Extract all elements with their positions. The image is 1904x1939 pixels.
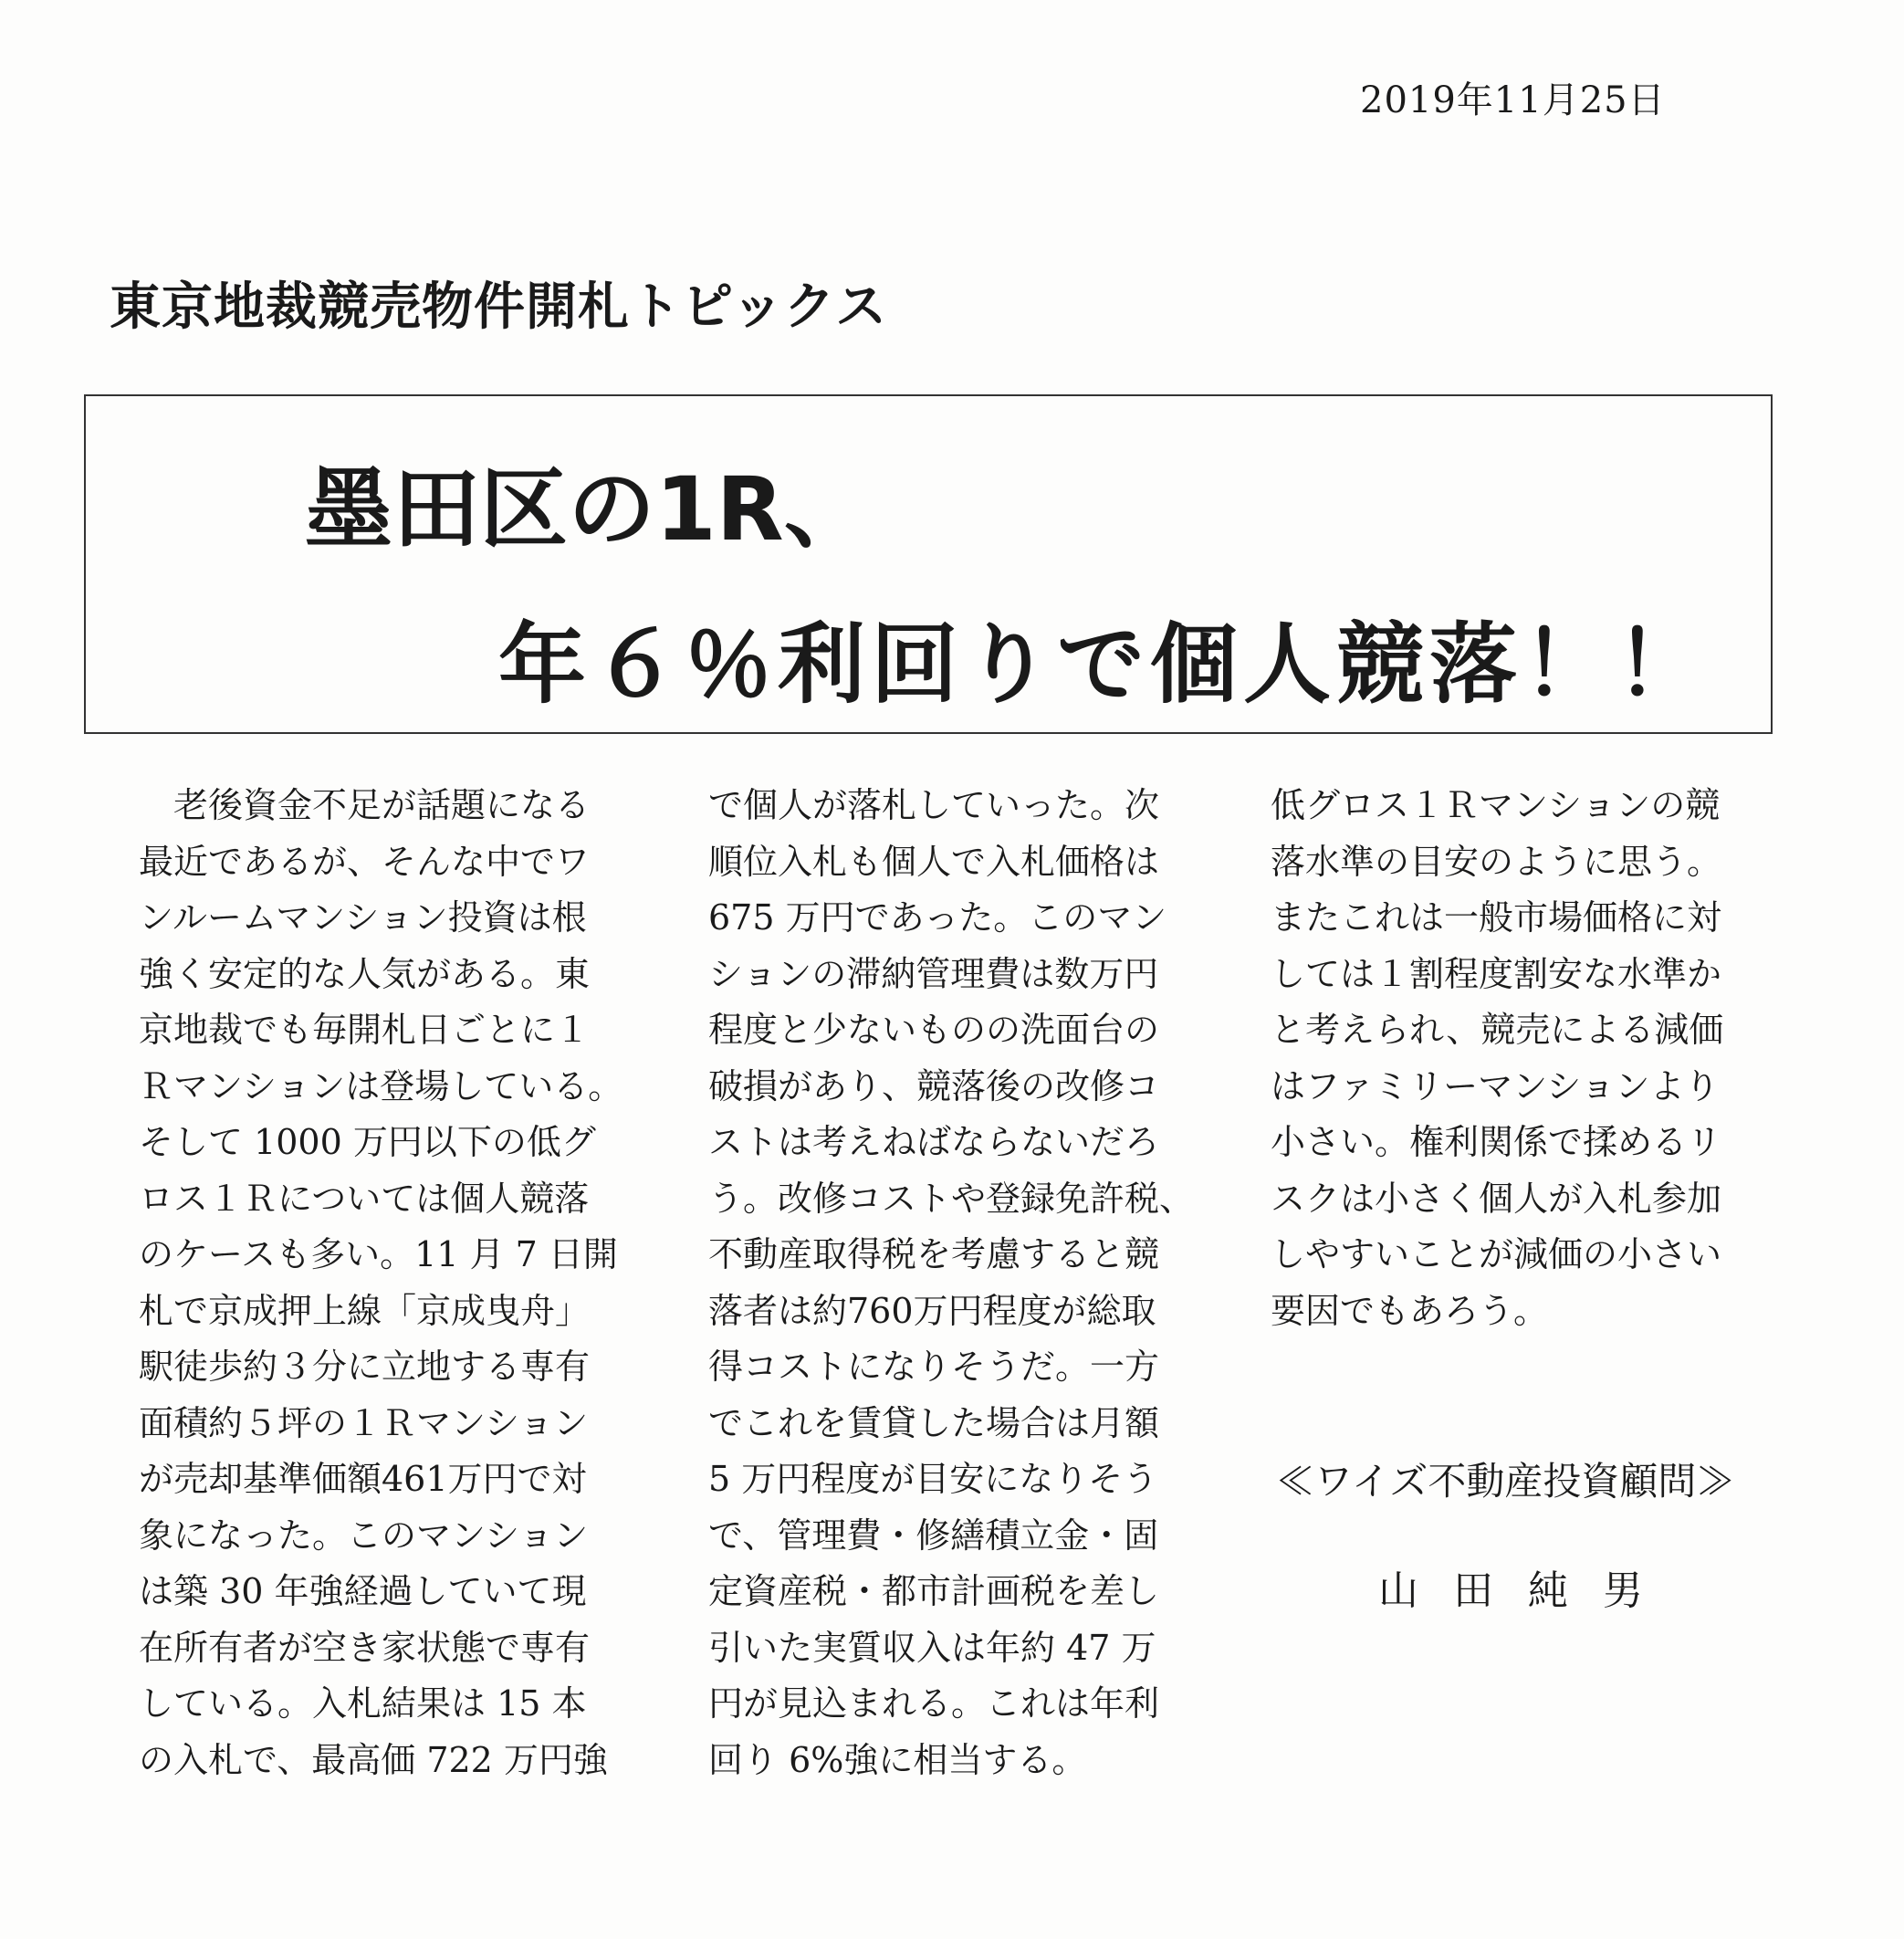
text-line: 要因でもあろう。 — [1271, 1290, 1549, 1331]
text-line: はファミリーマンションより — [1271, 1065, 1720, 1106]
article-column-1 — [139, 778, 650, 1788]
text-line: ションの滞納管理費は数万円 — [708, 953, 1159, 994]
text-line: 落水準の目安のように思う。 — [1271, 841, 1722, 882]
text-line: しやすいことが減価の小さい — [1271, 1234, 1722, 1274]
article-column-3 — [1271, 778, 1782, 1339]
text-line: 象になった。このマンション — [139, 1515, 589, 1556]
text-line: と考えられ、競売による減価 — [1271, 1010, 1724, 1050]
text-line: Ｒマンションは登場している。 — [139, 1065, 623, 1106]
text-line: う。改修コストや登録免許税、 — [708, 1178, 1195, 1219]
text-line: ストは考えねばならないだろ — [708, 1122, 1160, 1162]
text-line: 駅徒歩約３分に立地する専有 — [139, 1347, 591, 1387]
text-line: 675 万円であった。このマン — [708, 897, 1167, 938]
text-line: のケースも多い。11 月 7 日開 — [139, 1234, 618, 1274]
text-line: 得コストになりそうだ。一方 — [708, 1347, 1160, 1387]
text-line: 落者は約760万円程度が総取 — [708, 1290, 1156, 1331]
text-line: そして 1000 万円以下の低グ — [139, 1122, 596, 1162]
text-line: 京地裁でも毎開札日ごとに１ — [139, 1010, 591, 1050]
text-line: している。入札結果は 15 本 — [139, 1683, 587, 1724]
publication-date: 2019年11月25日 — [1360, 79, 1666, 121]
text-line: 老後資金不足が話題になる — [139, 785, 591, 825]
text-line: ンルームマンション投資は根 — [139, 897, 587, 938]
text-line: 不動産取得税を考慮すると競 — [708, 1234, 1160, 1274]
text-line: が売却基準価額461万円で対 — [139, 1459, 587, 1499]
headline-line-2: 年６％利回りで個人競落！！ — [498, 613, 1709, 716]
text-line: 在所有者が空き家状態で専有 — [139, 1627, 591, 1668]
text-line: で個人が落札していった。次 — [708, 785, 1160, 825]
credit-organization: ≪ワイズ不動産投資顧問≫ — [1276, 1459, 1735, 1504]
text-line: 引いた実質収入は年約 47 万 — [708, 1627, 1156, 1668]
headline-box — [84, 394, 1773, 734]
text-line: 最近であるが、そんな中でワ — [139, 841, 591, 882]
text-line: 円が見込まれる。これは年利 — [708, 1683, 1160, 1724]
text-line: でこれを賃貸した場合は月額 — [708, 1402, 1160, 1443]
text-line: 程度と少ないものの洗面台の — [708, 1010, 1160, 1050]
text-line: の入札で、最高価 722 万円強 — [139, 1739, 608, 1780]
text-line: ロス１Ｒについては個人競落 — [139, 1178, 590, 1219]
text-line: 強く安定的な人気がある。東 — [139, 953, 591, 994]
credit-author: 山田純男 — [1378, 1567, 1678, 1614]
text-line: で、管理費・修繕積立金・固 — [708, 1515, 1159, 1556]
text-line: 低グロス１Ｒマンションの競 — [1271, 785, 1721, 825]
text-line: は築 30 年強経過していて現 — [139, 1571, 587, 1611]
text-line: スクは小さく個人が入札参加 — [1271, 1178, 1722, 1219]
text-line: 小さい。権利関係で揉めるリ — [1271, 1122, 1722, 1162]
headline-line-1: 墨田区の1R、 — [305, 458, 872, 561]
text-line: 定資産税・都市計画税を差し — [708, 1571, 1160, 1611]
text-line: 札で京成押上線「京成曳舟」 — [139, 1290, 591, 1331]
text-line: 順位入札も個人で入札価格は — [708, 841, 1160, 882]
text-line: しては１割程度割安な水準か — [1271, 953, 1722, 994]
series-title: 東京地裁競売物件開札トピックス — [110, 278, 888, 337]
article-column-2 — [708, 778, 1219, 1788]
text-line: 破損があり、競落後の改修コ — [708, 1065, 1160, 1106]
text-line: 回り 6%強に相当する。 — [708, 1739, 1087, 1780]
text-line: 5 万円程度が目安になりそう — [708, 1459, 1158, 1499]
text-line: 面積約５坪の１Ｒマンション — [139, 1402, 589, 1443]
text-line: またこれは一般市場価格に対 — [1271, 897, 1722, 938]
